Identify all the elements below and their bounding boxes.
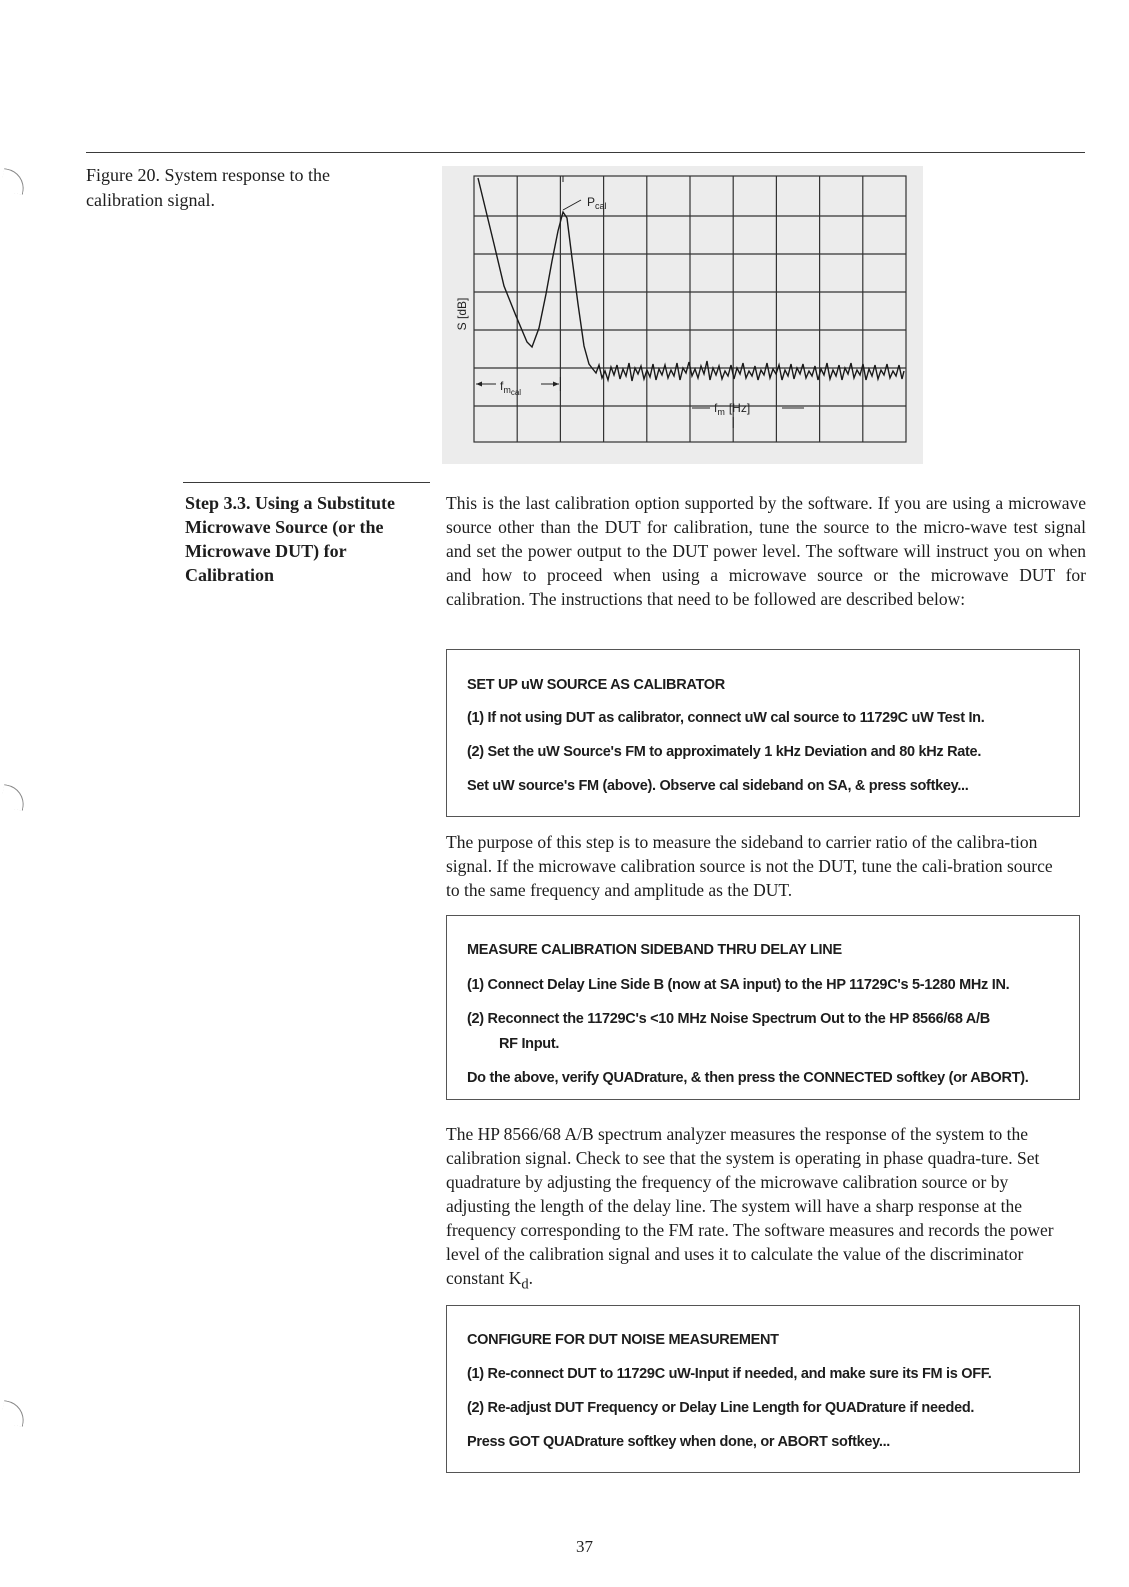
p3-sub: d [521, 1276, 529, 1293]
step-heading: Step 3.3. Using a Substitute Microwave Source (or the Microwave DUT) for Calibration [185, 493, 396, 585]
pcal-label: P [587, 195, 596, 209]
figure-20 [442, 166, 923, 464]
paragraph-purpose: The purpose of this step is to measure the sideband to carrier ratio of the calibra-tion signal. If the microwave calibration source is not the DUT, tune the cali-bration source to the same frequency and amplitude as the DUT. [446, 832, 1053, 900]
margin-mark [0, 784, 27, 811]
box3-line2: (2) Re-adjust DUT Frequency or Delay Line Length for QUADrature if needed. [467, 1400, 975, 1416]
page-number: 37 [576, 1537, 593, 1556]
margin-mark [0, 168, 27, 195]
screen-prompt-box-3 [446, 1305, 1080, 1473]
box3-title: CONFIGURE FOR DUT NOISE MEASUREMENT [467, 1332, 779, 1348]
spectrum-plot [442, 166, 923, 464]
figure-caption: Figure 20. System response to the calibration signal. [86, 165, 330, 210]
p3-end: . [528, 1268, 534, 1288]
screen-prompt-box-2 [446, 915, 1080, 1100]
screen-prompt-box-1 [446, 649, 1080, 817]
paragraph-spectrum-analyzer [446, 1122, 1076, 1297]
box2-line1: (1) Connect Delay Line Side B (now at SA input) to the HP 11729C's 5-1280 MHz IN. [467, 977, 1010, 993]
box2-line2: (2) Reconnect the 11729C's <10 MHz Noise Spectrum Out to the HP 8566/68 A/B [467, 1011, 990, 1027]
box2-line2b: RF Input. [499, 1036, 560, 1052]
box3-line1: (1) Re-connect DUT to 11729C uW-Input if needed, and make sure its FM is OFF. [467, 1366, 992, 1382]
box2-line3: Do the above, verify QUADrature, & then press the CONNECTED softkey (or ABORT). [467, 1070, 1029, 1086]
fmcal-label: $f_mcal$ [500, 379, 522, 397]
response-trace [478, 178, 904, 381]
y-axis-label: S [dB] [455, 297, 469, 331]
box1-line3: Set uW source's FM (above). Observe cal sideband on SA, & press softkey... [467, 778, 969, 794]
pcal-sub: cal [595, 201, 607, 211]
top-rule [86, 152, 1085, 153]
pcal-annotation [563, 176, 607, 211]
plot-grid [474, 176, 906, 442]
box1-title: SET UP uW SOURCE AS CALIBRATOR [467, 677, 725, 693]
box1-line2: (2) Set the uW Source's FM to approximately 1 kHz Deviation and 80 kHz Rate. [467, 744, 982, 760]
box2-title: MEASURE CALIBRATION SIDEBAND THRU DELAY LINE [467, 942, 842, 958]
p3-main: The HP 8566/68 A/B spectrum analyzer measures the response of the system to the calibration signal. Check to see that the system is operating in phase quadra-ture. Set quadrature by adjusting the frequency of the microwave calibration source or by adjusting the length of the delay line. The system will have a sharp response at the frequency corresponding to the FM rate. The software measures and records the power level of the calibration signal and uses it to calculate the value of the discriminator constant K [446, 1124, 1054, 1288]
fm-label: $f_m$ [Hz] [714, 401, 751, 417]
box1-line1: (1) If not using DUT as calibrator, connect uW cal source to 11729C uW Test In. [467, 710, 985, 726]
step-rule [183, 482, 430, 483]
paragraph-intro: This is the last calibration option supported by the software. If you are using a microwave source other than the DUT for calibration, tune the source to the micro-wave test signal and set the power output to the DUT power level. The software will instruct you on when and how to proceed when using a microwave source or the microwave DUT for calibration. The instructions that need to be followed are described below: [446, 493, 1086, 609]
box3-line3: Press GOT QUADrature softkey when done, or ABORT softkey... [467, 1434, 891, 1450]
margin-mark [0, 1400, 27, 1427]
